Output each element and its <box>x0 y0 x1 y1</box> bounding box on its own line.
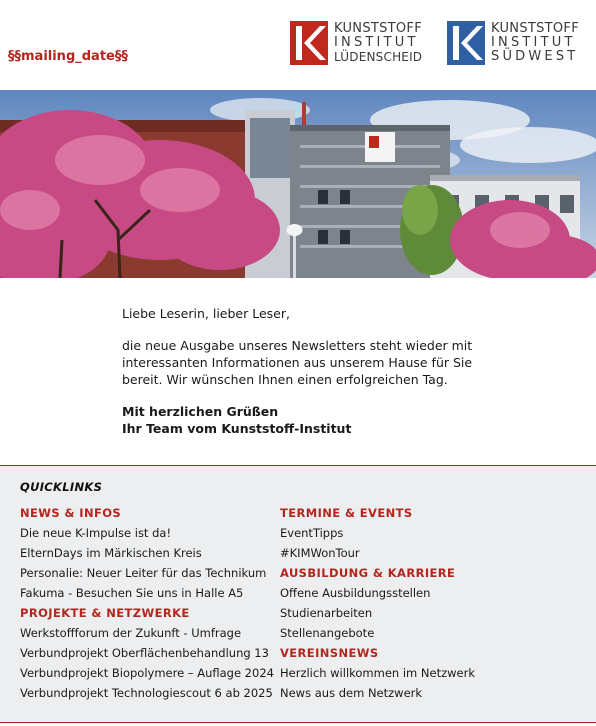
hero-image <box>0 90 596 278</box>
quicklink[interactable]: EventTipps <box>280 526 344 540</box>
quicklink[interactable]: Verbundprojekt Technologiescout 6 ab 2025 <box>20 686 273 700</box>
k-logo-blue-icon <box>447 21 485 65</box>
closing-line-2: Ihr Team vom Kunststoff-Institut <box>122 421 352 436</box>
quicklink[interactable]: Herzlich willkommen im Netzwerk <box>280 666 475 680</box>
quicklink[interactable]: Verbundprojekt Biopolymere – Auflage 2024 <box>20 666 274 680</box>
quicklink[interactable]: Werkstoffforum der Zukunft - Umfrage <box>20 626 242 640</box>
quicklink[interactable]: News aus dem Netzwerk <box>280 686 423 700</box>
logo-kunststoff-institut-luedenscheid[interactable] <box>290 20 422 66</box>
intro-body: die neue Ausgabe unseres Newsletters steht wieder mit interessanten Informationen aus unserem Hause für Sie bereit. Wir wünschen Ihnen einen erfolgreichen Tag. <box>122 338 473 387</box>
k-logo-red-icon <box>290 21 328 65</box>
quicklink[interactable]: Die neue K-Impulse ist da! <box>20 526 172 540</box>
quicklink[interactable]: Personalie: Neuer Leiter für das Technikum <box>20 566 267 580</box>
logo-line-3: LÜDENSCHEID <box>334 50 423 64</box>
section-heading-ausbildung: AUSBILDUNG & KARRIERE <box>280 566 456 580</box>
quicklink[interactable]: Verbundprojekt Oberflächenbehandlung 13 <box>20 646 269 660</box>
section-heading-vereinsnews: VEREINSNEWS <box>280 646 379 660</box>
logo-line-2: INSTITUT <box>334 35 419 50</box>
building-photo-icon <box>0 90 596 278</box>
quicklink[interactable]: Studienarbeiten <box>280 606 373 620</box>
quicklinks-column-left <box>20 504 274 704</box>
logo-line-3: SÜDWEST <box>491 49 579 64</box>
logo-line-2: INSTITUT <box>491 35 576 50</box>
quicklink[interactable]: Offene Ausbildungsstellen <box>280 586 431 600</box>
newsletter-header <box>0 0 596 90</box>
section-heading-termine: TERMINE & EVENTS <box>280 506 413 520</box>
quicklink[interactable]: Stellenangebote <box>280 626 375 640</box>
mailing-date: §§mailing_date§§ <box>8 49 128 64</box>
footer-divider <box>0 722 596 723</box>
logo-text <box>491 22 579 64</box>
closing-line-1: Mit herzlichen Grüßen <box>122 404 279 419</box>
logo-text <box>334 22 422 64</box>
quicklinks-panel <box>0 466 596 722</box>
greeting: Liebe Leserin, lieber Leser, <box>122 306 290 321</box>
quicklink[interactable]: Fakuma - Besuchen Sie uns in Halle A5 <box>20 586 244 600</box>
section-heading-news: NEWS & INFOS <box>20 506 122 520</box>
section-heading-projekte: PROJEKTE & NETZWERKE <box>20 606 190 620</box>
intro-text <box>122 305 482 437</box>
quicklinks-title: QUICKLINKS <box>20 480 103 494</box>
quicklink[interactable]: #KIMWonTour <box>280 546 360 560</box>
logo-kunststoff-institut-suedwest[interactable] <box>447 20 579 66</box>
quicklinks-column-right <box>280 504 475 704</box>
quicklink[interactable]: ElternDays im Märkischen Kreis <box>20 546 202 560</box>
logo-line-1: KUNSTSTOFF <box>491 21 579 36</box>
logo-line-1: KUNSTSTOFF <box>334 21 422 36</box>
